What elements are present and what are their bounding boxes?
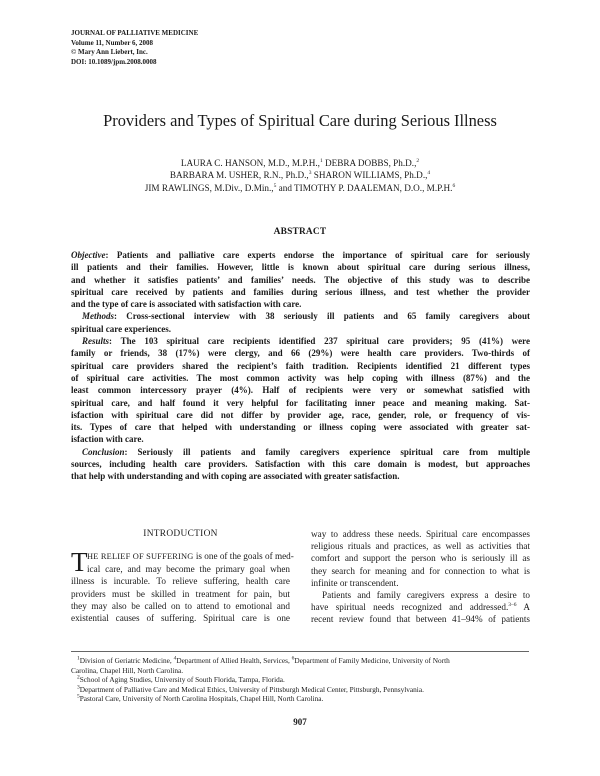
affiliation-mark: 1 bbox=[319, 157, 323, 164]
abstract-line: Results: The 103 spiritual care recipients identified 237 spiritual care providers; 95 (41%) were bbox=[82, 336, 530, 347]
introduction-heading: INTRODUCTION bbox=[143, 529, 218, 539]
footnote-line: $^3$Department of Palliative Care and Medical Ethics, University of Pittsburgh Medical Center, Pittsburgh, Pennsylvania. bbox=[77, 684, 424, 694]
body-line: recent review found that between 41–94% of patients bbox=[311, 614, 530, 625]
abstract-body bbox=[71, 249, 530, 483]
affiliation-mark: 3 bbox=[308, 170, 312, 177]
body-line: they may also be called on to attend to emotional and bbox=[71, 600, 290, 611]
body-line: providers must be skilled in treatment for pain, but bbox=[71, 588, 290, 599]
body-line: infinite or transcendent. bbox=[311, 577, 399, 588]
body-line: comfort and support the person who is seriously ill as bbox=[311, 553, 530, 564]
affiliation-footnotes bbox=[71, 656, 529, 704]
author-line bbox=[0, 169, 600, 181]
results-label: Results bbox=[82, 336, 110, 347]
author-name: and TIMOTHY P. DAALEMAN, D.O., M.P.H. bbox=[276, 182, 453, 193]
abstract-line: Conclusion: Seriously ill patients and family caregivers experience spiritual care from multiple bbox=[82, 446, 530, 457]
author-name: SHARON WILLIAMS, Ph.D., bbox=[311, 170, 428, 181]
left-column bbox=[71, 528, 294, 624]
footnote-line: Carolina, Chapel Hill, North Carolina. bbox=[71, 665, 184, 675]
author-name: LAURA C. HANSON, M.D., M.P.H., bbox=[180, 158, 320, 168]
footnote-line: $^1$Division of Geriatric Medicine, $^4$Department of Allied Health, Services, $^6$Department of Family Medicine, University of North bbox=[77, 655, 450, 665]
body-line: HE RELIEF OF SUFFERING is one of the goals of med- bbox=[87, 551, 294, 561]
body-line: ical care, and may become the primary goal when bbox=[87, 564, 290, 575]
abstract-line: and the type of care is associated with satisfaction with care. bbox=[71, 299, 302, 310]
abstract-line: and whether it satisfies patients’ and families’ needs. The objective of this study was to describe bbox=[71, 274, 530, 285]
abstract-line: spiritual care experiences. bbox=[71, 323, 172, 334]
body-line: Patients and family caregivers express a desire to bbox=[322, 590, 530, 601]
abstract-line: spiritual care providers shared the recipient’s faith tradition. Recipients identified 21 different types bbox=[71, 360, 530, 371]
abstract-line: Methods: Cross-sectional interview with 38 seriously ill patients and 65 family caregivers about bbox=[82, 311, 530, 322]
methods-label: Methods bbox=[82, 311, 115, 322]
author-name: BARBARA M. USHER, R.N., Ph.D., bbox=[169, 170, 309, 181]
page-number: 907 bbox=[293, 717, 307, 727]
author-name: JIM RAWLINGS, M.Div., D.Min., bbox=[144, 182, 274, 193]
abstract-line: sources, including health care providers. Satisfaction with this care domain is modest, but approaches bbox=[71, 459, 530, 470]
journal-header bbox=[71, 29, 198, 67]
author-list bbox=[0, 157, 600, 194]
conclusion-label: Conclusion bbox=[82, 446, 125, 457]
footnote-line: $^2$School of Aging Studies, University of South Florida, Tampa, Florida. bbox=[77, 674, 285, 685]
author-name: DEBRA DOBBS, Ph.D., bbox=[322, 158, 417, 168]
drop-cap: T bbox=[71, 547, 88, 577]
abstract-line: least common intercessory prayer (4%). Half of recipients were very or somewhat satisfied with bbox=[71, 385, 530, 396]
abstract-line: that help with understanding and with coping are associated with greater satisfaction. bbox=[71, 471, 400, 482]
affiliation-mark: 6 bbox=[452, 182, 456, 189]
author-line bbox=[0, 157, 600, 169]
footnote-divider bbox=[71, 651, 529, 652]
right-column bbox=[311, 528, 530, 626]
body-line: religious rituals and practices, as well as activities that bbox=[311, 541, 530, 552]
abstract-line: isfaction with care. bbox=[71, 434, 144, 445]
abstract-line: ill patients and their families. However, little is known about spiritual care during serious illness, bbox=[71, 262, 530, 273]
journal-name: JOURNAL OF PALLIATIVE MEDICINE bbox=[71, 29, 199, 37]
body-line: illness is incurable. To relieve suffering, health care bbox=[71, 576, 290, 587]
body-line: they search for meaning and for connection to what is bbox=[311, 565, 530, 576]
body-line: way to address these needs. Spiritual care encompasses bbox=[311, 529, 530, 539]
abstract-line: family or friends, 38 (17%) were clergy, and 66 (29%) were health care providers. Two-thirds of bbox=[71, 348, 530, 359]
journal-copyright: © Mary Ann Liebert, Inc. bbox=[71, 48, 148, 56]
journal-volume: Volume 11, Number 6, 2008 bbox=[71, 38, 154, 47]
body-line: existential causes of suffering. Spiritual care is one bbox=[71, 613, 290, 624]
affiliation-mark: 4 bbox=[427, 170, 431, 177]
abstract-line: spiritual care, and half found it very helpful for facilitating inner peace and meaning making. Sat- bbox=[71, 397, 530, 408]
affiliation-mark: 5 bbox=[273, 182, 277, 189]
abstract-line: isfaction with spiritual care did not differ by provider age, race, gender, role, or frequency of vis- bbox=[71, 409, 530, 420]
author-line bbox=[0, 182, 600, 194]
article-title: Providers and Types of Spiritual Care during Serious Illness bbox=[103, 111, 497, 130]
abstract-line: spiritual care received by patients and families during serious illness, and test whether the provider bbox=[71, 286, 530, 297]
affiliation-mark: 2 bbox=[416, 157, 420, 164]
abstract-line: its. Types of care that helped with understanding or illness coping were associated with greater sat- bbox=[71, 422, 530, 433]
abstract-line: Objective: Patients and palliative care experts endorse the importance of spiritual care for seriously bbox=[71, 250, 530, 260]
journal-doi: DOI: 10.1089/jpm.2008.0008 bbox=[71, 57, 157, 66]
footnote-line: $^5$Pastoral Care, University of North Carolina Hospitals, Chapel Hill, North Carolina. bbox=[77, 693, 324, 704]
citation-mark: 3–6 bbox=[508, 602, 517, 609]
abstract-heading: ABSTRACT bbox=[273, 227, 327, 237]
lead-in-smallcaps: HE RELIEF OF SUFFERING bbox=[87, 552, 194, 561]
body-line: have spiritual needs recognized and addressed.$^{3-6}$ A bbox=[311, 602, 530, 613]
abstract-line: of spiritual care activities. The most common activity was help coping with illness (87%) and the bbox=[71, 372, 530, 383]
objective-label: Objective bbox=[71, 250, 106, 260]
